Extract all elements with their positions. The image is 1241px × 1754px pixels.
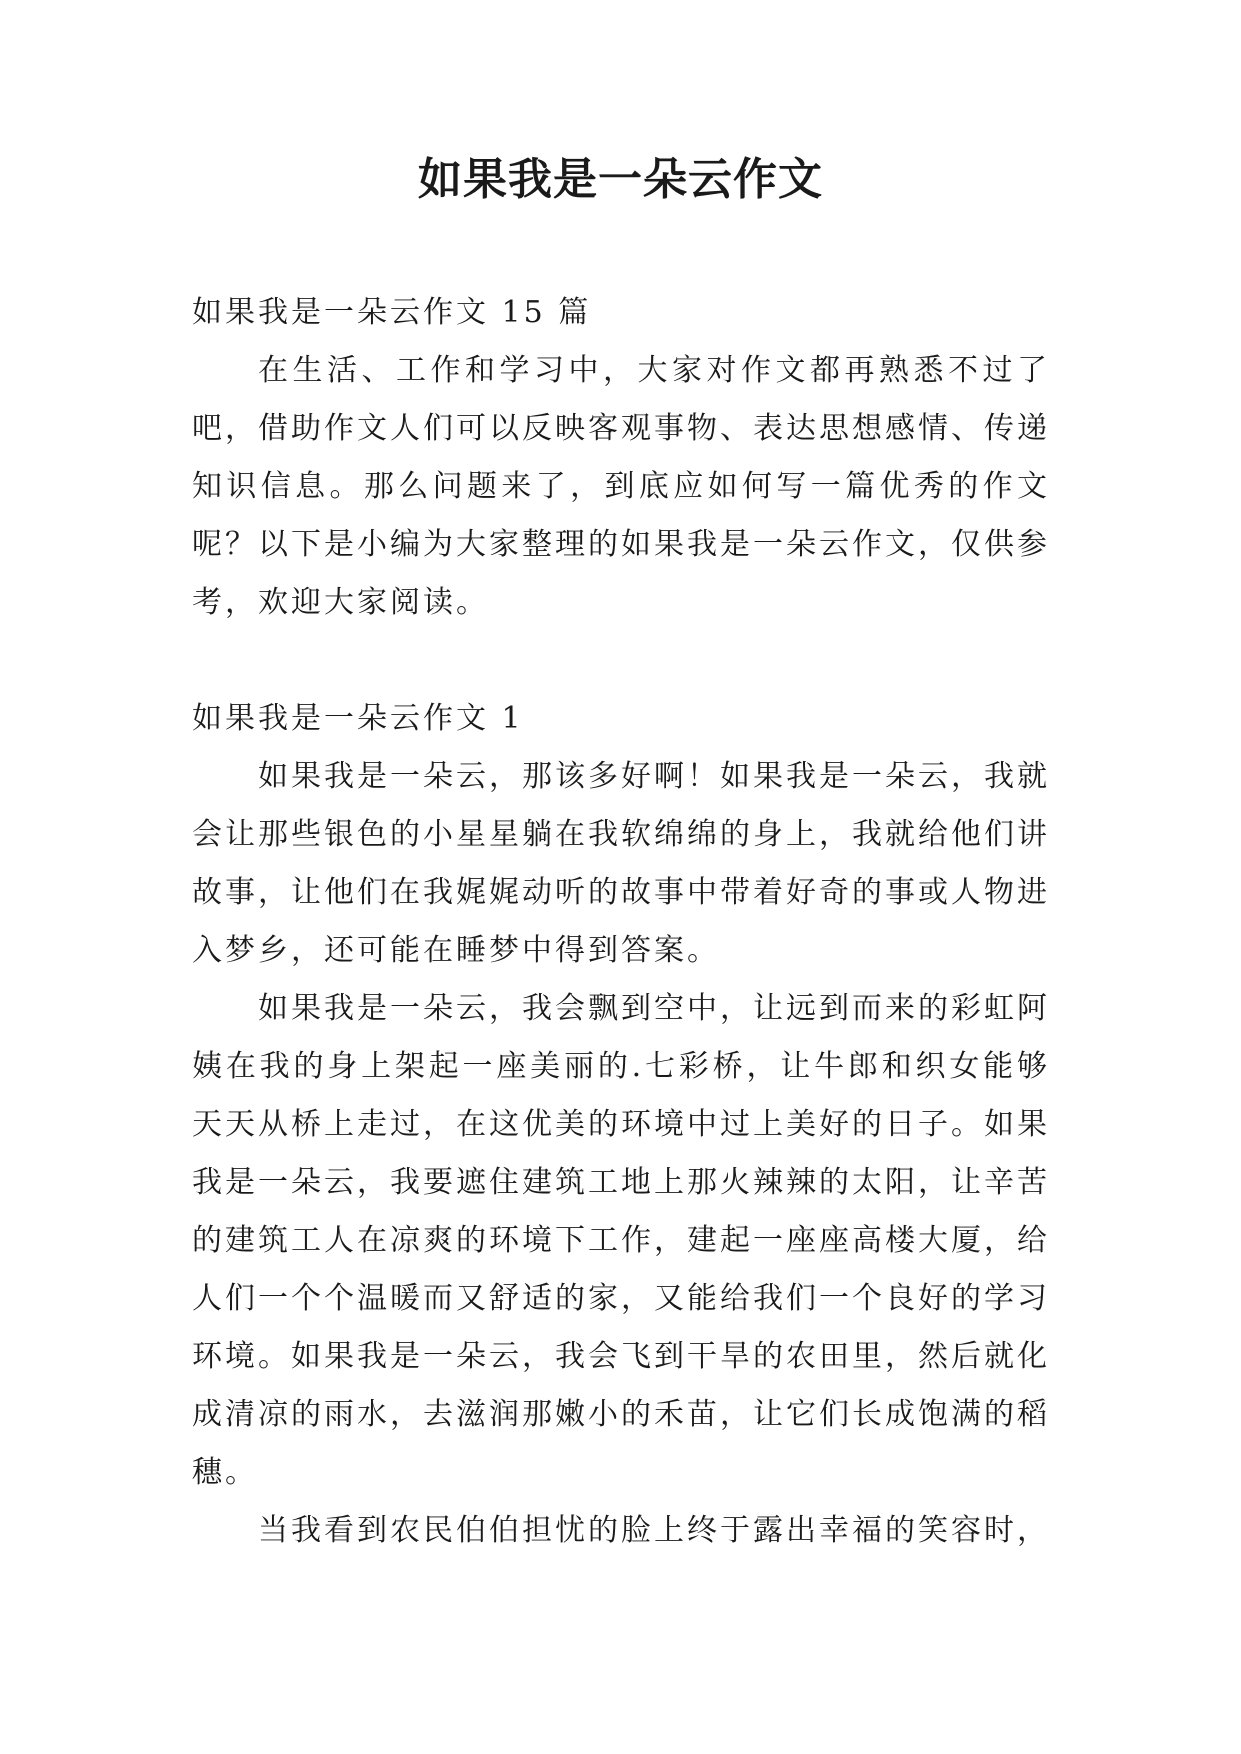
section-spacer <box>192 632 1050 690</box>
page-title: 如果我是一朵云作文 <box>418 154 823 205</box>
body-paragraph: 如果我是一朵云，那该多好啊！如果我是一朵云，我就会让那些银色的小星星躺在我软绵绵的身上，我就给他们讲故事，让他们在我娓娓动听的故事中带着好奇的事或人物进入梦乡，还可能在睡梦中得到答案。 <box>192 759 1050 968</box>
intro-paragraph: 在生活、工作和学习中，大家对作文都再熟悉不过了吧，借助作文人们可以反映客观事物、表达思想感情、传递知识信息。那么问题来了，到底应如何写一篇优秀的作文呢？以下是小编为大家整理的如果我是一朵云作文，仅供参考，欢迎大家阅读。 <box>192 353 1050 620</box>
section-heading: 如果我是一朵云作文 1 <box>192 701 524 736</box>
document-body <box>192 284 1050 1560</box>
body-paragraph: 如果我是一朵云，我会飘到空中，让远到而来的彩虹阿姨在我的身上架起一座美丽的.七彩桥，让牛郎和织女能够天天从桥上走过，在这优美的环境中过上美好的日子。如果我是一朵云，我要遮住建筑工地上那火辣辣的太阳，让辛苦的建筑工人在凉爽的环境下工作，建起一座座高楼大厦，给人们一个个温暖而又舒适的家，又能给我们一个良好的学习环境。如果我是一朵云，我会飞到干旱的农田里，然后就化成清凉的雨水，去滋润那嫩小的禾苗，让它们长成饱满的稻穗。 <box>192 991 1050 1490</box>
collection-heading: 如果我是一朵云作文 15 篇 <box>192 295 592 330</box>
body-paragraph: 当我看到农民伯伯担忧的脸上终于露出幸福的笑容时， <box>258 1513 1050 1548</box>
